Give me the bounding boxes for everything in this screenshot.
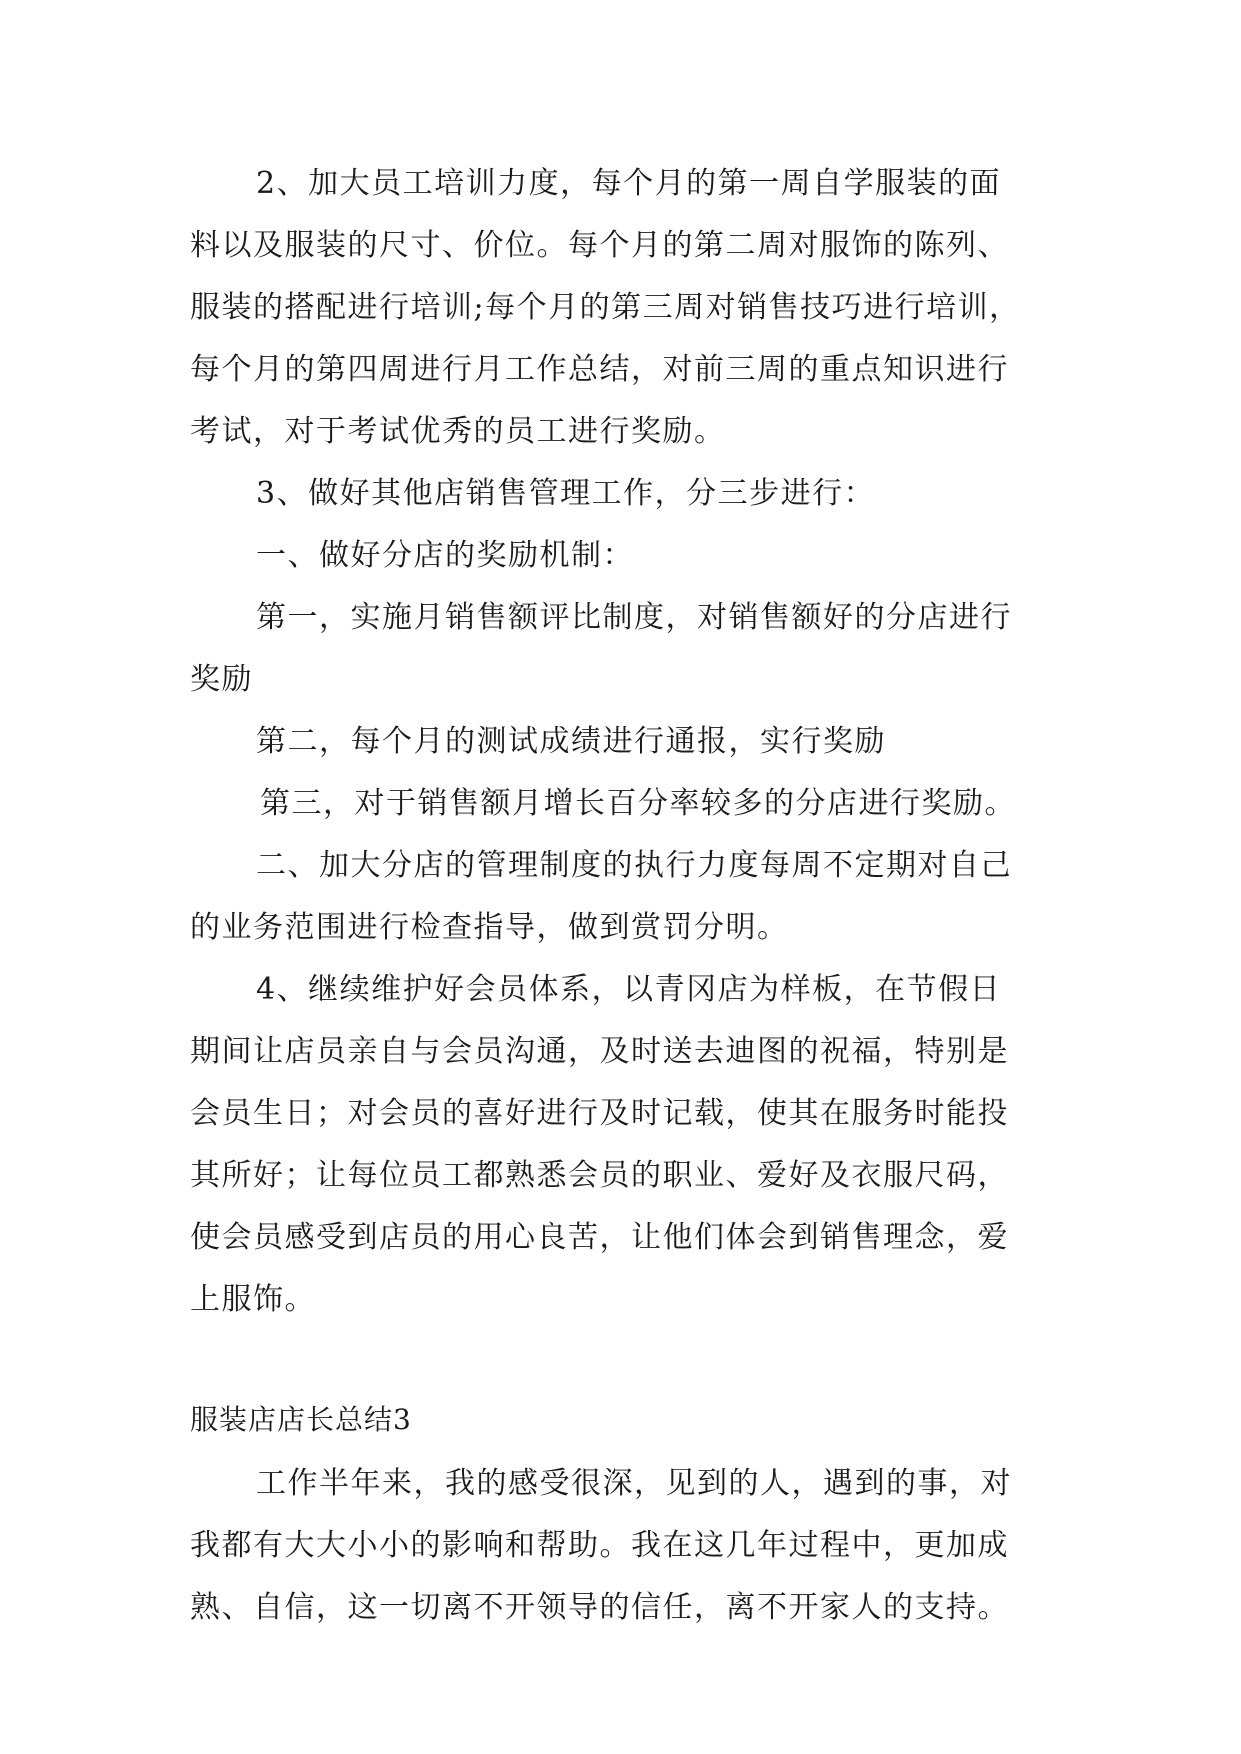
paragraph-line: 其所好；让每位员工都熟悉会员的职业、爱好及衣服尺码， bbox=[190, 1158, 1009, 1193]
paragraph-line: 一、做好分店的奖励机制： bbox=[256, 538, 634, 573]
paragraph-line: 二、加大分店的管理制度的执行力度每周不定期对自己 bbox=[256, 848, 1012, 883]
paragraph-line: 奖励 bbox=[190, 662, 253, 697]
paragraph-line: 2、加大员工培训力度，每个月的第一周自学服装的面 bbox=[256, 166, 1002, 201]
paragraph-line: 熟、自信，这一切离不开领导的信任，离不开家人的支持。 bbox=[190, 1590, 1009, 1625]
paragraph-line: 服装的搭配进行培训;每个月的第三周对销售技巧进行培训， bbox=[190, 290, 1021, 325]
paragraph-line: 我都有大大小小的影响和帮助。我在这几年过程中，更加成 bbox=[190, 1528, 1009, 1563]
paragraph-line: 使会员感受到店员的用心良苦，让他们体会到销售理念，爱 bbox=[190, 1220, 1009, 1255]
paragraph-line: 考试，对于考试优秀的员工进行奖励。 bbox=[190, 414, 726, 449]
paragraph-line: 第二，每个月的测试成绩进行通报，实行奖励 bbox=[256, 724, 886, 759]
paragraph-line: 的业务范围进行检查指导，做到赏罚分明。 bbox=[190, 910, 789, 945]
section-heading: 服装店店长总结3 bbox=[190, 1403, 412, 1436]
paragraph-line: 工作半年来，我的感受很深，见到的人，遇到的事，对 bbox=[256, 1466, 1012, 1501]
paragraph-line: 第一，实施月销售额评比制度，对销售额好的分店进行 bbox=[256, 600, 1012, 635]
paragraph-line: 上服饰。 bbox=[190, 1282, 316, 1317]
paragraph-line: 每个月的第四周进行月工作总结，对前三周的重点知识进行 bbox=[190, 352, 1009, 387]
paragraph-line: 期间让店员亲自与会员沟通，及时送去迪图的祝福，特别是 bbox=[190, 1034, 1009, 1069]
paragraph-line: 料以及服装的尺寸、价位。每个月的第二周对服饰的陈列、 bbox=[190, 228, 1009, 263]
paragraph-line: 会员生日；对会员的喜好进行及时记载，使其在服务时能投 bbox=[190, 1096, 1009, 1131]
paragraph-line: 第三，对于销售额月增长百分率较多的分店进行奖励。 bbox=[260, 786, 1016, 821]
paragraph-line: 4、继续维护好会员体系，以青冈店为样板，在节假日 bbox=[256, 972, 1002, 1007]
paragraph-line: 3、做好其他店销售管理工作，分三步进行： bbox=[256, 476, 876, 511]
